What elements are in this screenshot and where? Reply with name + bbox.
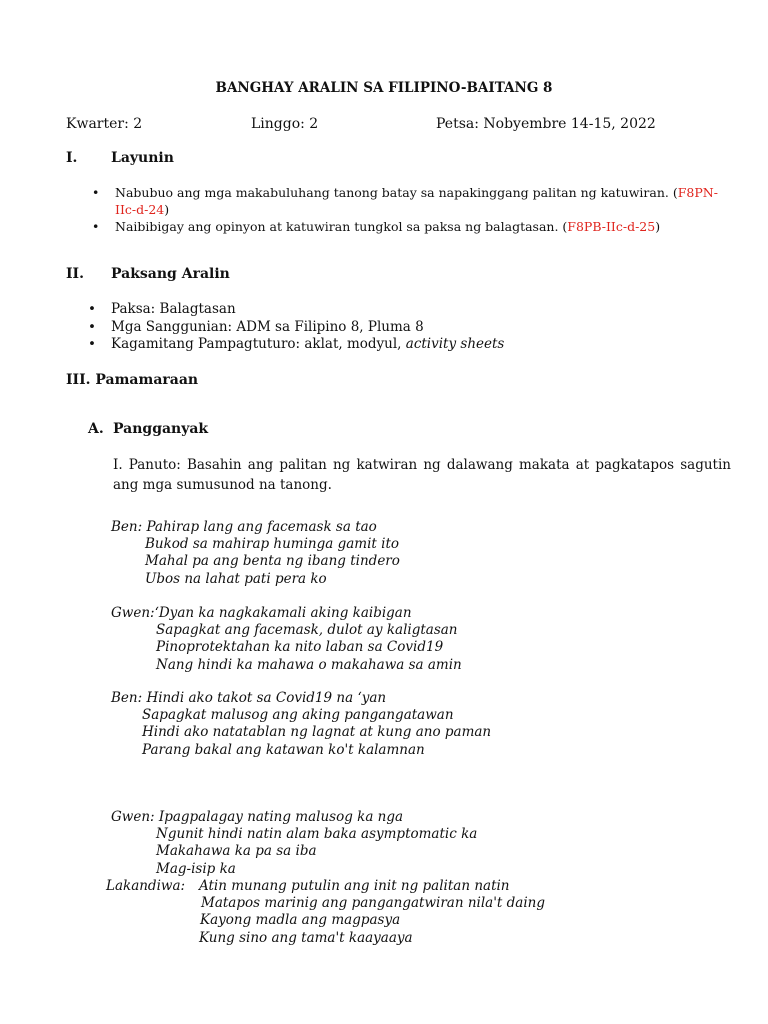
poem-line: Mahal pa ang benta ng ibang tindero: [145, 553, 400, 570]
objective-close: ): [655, 219, 661, 234]
poem-line: Gwen:‘Dyan ka nagkakamali aking kaibigan: [111, 605, 412, 621]
topic-item: [88, 336, 728, 354]
linggo-label: Linggo: 2: [251, 116, 319, 132]
poem-line: Ben: Hindi ako takot sa Covid19 na ‘yan: [111, 690, 387, 706]
objective-text: Nabubuo ang mga makabuluhang tanong batay sa napakinggang palitan ng katuwiran. (: [115, 185, 678, 200]
objective-item: [92, 218, 732, 235]
poem-line: Ngunit hindi natin alam baka asymptomatic ka: [156, 826, 478, 843]
poem-line: Bukod sa mahirap huminga gamit ito: [145, 536, 400, 553]
poem-line: Kung sino ang tama't kaayaaya: [199, 929, 413, 946]
poem-stanza: [199, 878, 545, 947]
document-title: BANGHAY ARALIN SA FILIPINO-BAITANG 8: [215, 80, 553, 96]
poem-line: Hindi ako natatablan ng lagnat at kung ano paman: [142, 724, 492, 741]
objectives-list: [92, 184, 732, 235]
topic-italic-text: activity sheets: [405, 336, 505, 352]
petsa-label: Petsa: Nobyembre 14-15, 2022: [436, 116, 656, 132]
section-2-title: Paksang Aralin: [111, 266, 230, 282]
subsection-a-title: Pangganyak: [113, 421, 209, 437]
topic-text: Kagamitang Pampagtuturo: aklat, modyul,: [111, 336, 406, 352]
competency-code: F8PB-IIc-d-25: [567, 219, 656, 234]
poem-stanza: [111, 605, 462, 674]
poem-line: Makahawa ka pa sa iba: [156, 843, 317, 860]
poem-line: Sapagkat ang facemask, dulot ay kaligtasan: [156, 622, 458, 639]
competency-code: F8PN-IIc-d-24: [115, 185, 718, 217]
poem-line: Ben: Pahirap lang ang facemask sa tao: [111, 519, 377, 535]
objective-text: Naibibigay ang opinyon at katuwiran tungkol sa paksa ng balagtasan. (: [115, 219, 568, 234]
section-1-title: Layunin: [111, 150, 174, 166]
poem-stanza: [111, 519, 400, 588]
section-1-number: I.: [66, 150, 78, 166]
poem-line: Kayong madla ang magpasya: [200, 912, 401, 929]
section-2-number: II.: [66, 266, 84, 282]
subsection-a-letter: A.: [88, 421, 104, 437]
section-3-title: III. Pamamaraan: [66, 372, 199, 388]
topic-item: [88, 301, 728, 319]
instruction-paragraph: I. Panuto: Basahin ang palitan ng katwiran ng dalawang makata at pagkatapos sagutin ang mga sumusunod na tanong.: [113, 457, 731, 493]
topic-text: Paksa: Balagtasan: [111, 301, 236, 317]
poem-line: Ubos na lahat pati pera ko: [145, 570, 327, 587]
poem-stanza: [111, 809, 477, 878]
topic-list: [88, 301, 728, 354]
poem-line: Pinoprotektahan ka nito laban sa Covid19: [156, 639, 444, 656]
poem-stanza: [111, 690, 491, 759]
poem-line: Mag-isip ka: [156, 860, 236, 877]
objective-close: ): [164, 202, 170, 217]
poem-line: Sapagkat malusog ang aking pangangatawan: [142, 707, 454, 724]
lakandiwa-speaker: Lakandiwa:: [106, 878, 186, 894]
topic-text: Mga Sanggunian: ADM sa Filipino 8, Pluma 8: [111, 318, 424, 335]
kwarter-label: Kwarter: 2: [66, 116, 143, 132]
poem-line: Matapos marinig ang pangangatwiran nila't daing: [201, 895, 545, 912]
poem-line: Atin munang putulin ang init ng palitan natin: [199, 878, 510, 894]
poem-line: Gwen: Ipagpalagay nating malusog ka nga: [111, 809, 404, 825]
objective-item: [92, 184, 732, 218]
poem-line: Nang hindi ka mahawa o makahawa sa amin: [156, 656, 462, 673]
poem-line: Parang bakal ang katawan ko't kalamnan: [142, 741, 425, 758]
topic-item: [88, 319, 728, 337]
